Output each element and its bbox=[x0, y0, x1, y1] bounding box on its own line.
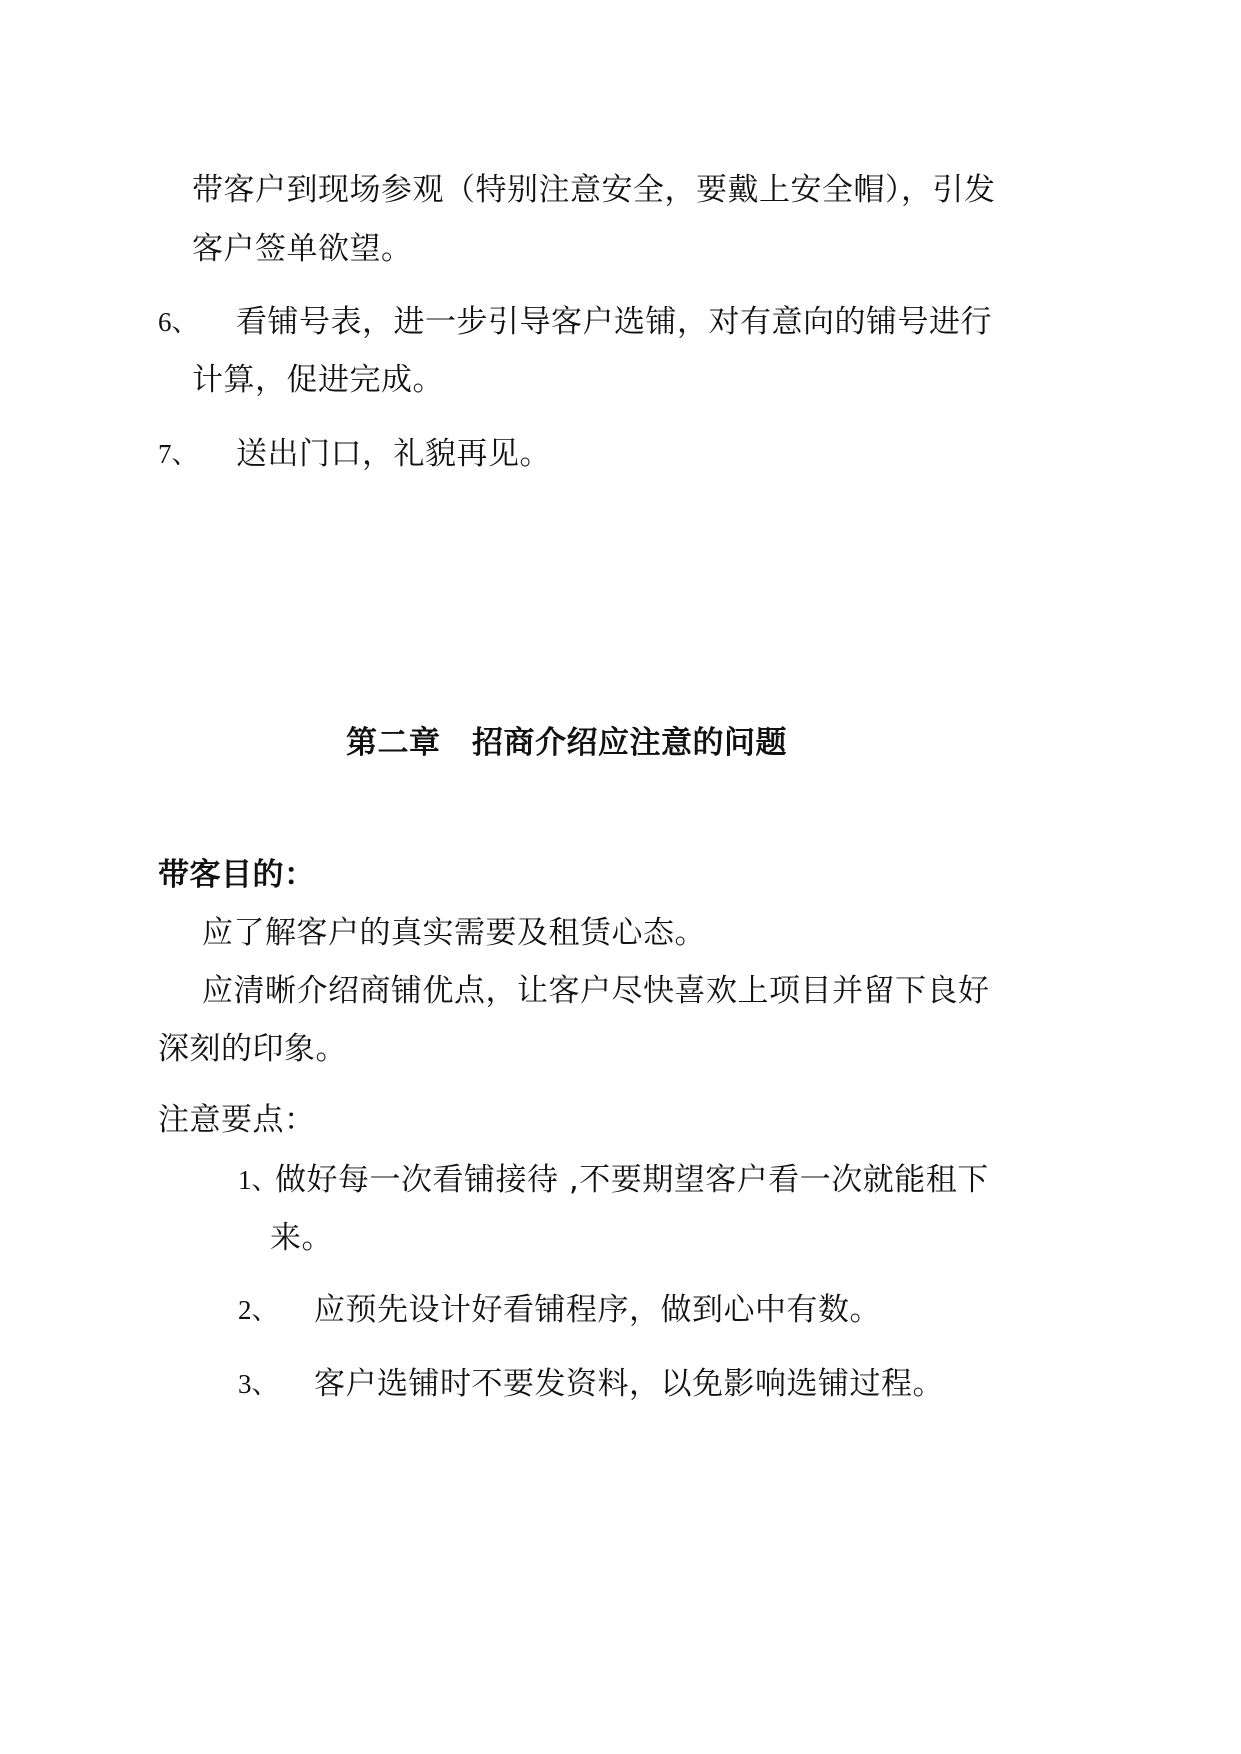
notes-item-2-line1: 应预先设计好看铺程序，做到心中有数。 bbox=[314, 1292, 881, 1328]
chapter-title: 第二章 招商介绍应注意的问题 bbox=[346, 725, 787, 761]
notes-item-3-number: 3、 bbox=[238, 1369, 279, 1399]
notes-item-3-line1: 客户选铺时不要发资料，以免影响选铺过程。 bbox=[314, 1366, 944, 1402]
purpose-paragraph-2-line2: 深刻的印象。 bbox=[158, 1031, 347, 1067]
notes-item-2-number: 2、 bbox=[238, 1295, 279, 1325]
list-item-6-line2: 计算，促进完成。 bbox=[192, 362, 444, 398]
list-item-7-number: 7、 bbox=[158, 439, 199, 469]
purpose-heading: 带客目的： bbox=[158, 857, 316, 893]
list-item-continued-line2: 客户签单欲望。 bbox=[192, 231, 413, 267]
list-item-6-line1: 看铺号表，进一步引导客户选铺，对有意向的铺号进行 bbox=[236, 304, 992, 340]
purpose-paragraph-2-line1: 应清晰介绍商铺优点，让客户尽快喜欢上项目并留下良好 bbox=[202, 973, 990, 1009]
notes-item-1-line1: 做好每一次看铺接待 ,不要期望客户看一次就能租下 bbox=[275, 1162, 989, 1198]
notes-item-1-line2: 来。 bbox=[270, 1220, 333, 1256]
notes-item-1-number: 1、 bbox=[238, 1165, 279, 1195]
notes-heading: 注意要点： bbox=[158, 1102, 316, 1138]
purpose-paragraph-1: 应了解客户的真实需要及租赁心态。 bbox=[202, 915, 706, 951]
list-item-7-line1: 送出门口，礼貌再见。 bbox=[236, 436, 551, 472]
list-item-continued-line1: 带客户到现场参观（特别注意安全，要戴上安全帽），引发 bbox=[192, 172, 996, 208]
list-item-6-number: 6、 bbox=[158, 307, 199, 337]
